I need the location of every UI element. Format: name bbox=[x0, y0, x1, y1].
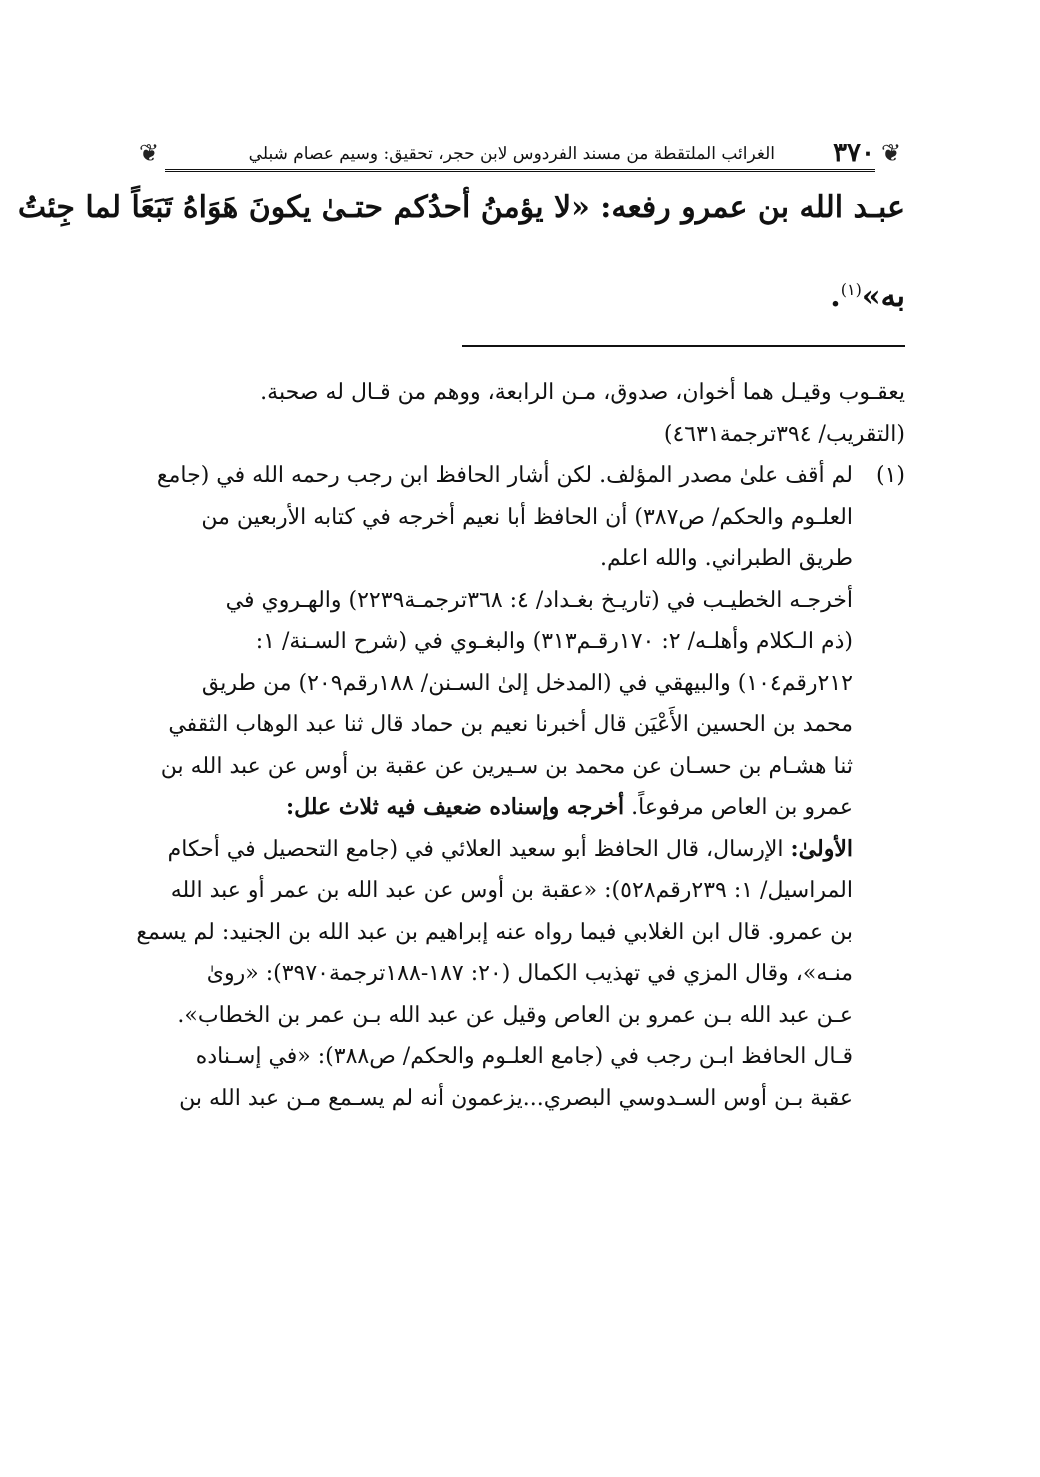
footnote-line bbox=[135, 829, 905, 871]
page-number: ٣٧٠ bbox=[833, 138, 875, 168]
footnote-line: بن عمرو. قال ابن الغلابي فيما رواه عنه إبراهيم بن عبد الله بن الجنيد: لم يسمع bbox=[136, 919, 853, 945]
footnote-text: الإرسال، قال الحافظ أبو سعيد العلائي في (جامع التحصيل في أحكام bbox=[167, 836, 784, 862]
footnote-line: (ذم الـكلام وأهلـه/ ٢: ١٧٠رقـم٣١٣) والبغـوي في (شرح السـنة/ ١: bbox=[255, 629, 853, 654]
book-title: الغرائب الملتقطة من مسند الفردوس لابن حجر، تحقيق: وسيم عصام شبلي bbox=[248, 144, 775, 164]
footnotes bbox=[135, 372, 905, 1119]
footnote-bold-text: أخرجه وإسناده ضعيف فيه ثلاث علل: bbox=[285, 794, 625, 820]
footnote-line bbox=[135, 455, 905, 497]
floral-ornament-icon: ❦ bbox=[880, 139, 902, 167]
footnote-line: المراسيل/ ١: ٢٣٩رقم٥٢٨): «عقبة بن أوس عن عبد الله بن عمر أو عبد الله bbox=[170, 878, 853, 903]
main-line bbox=[830, 270, 905, 317]
footnote-line: محمد بن الحسين الأَعْيَن قال أخبرنا نعيم بن حماد قال ثنا عبد الوهاب الثقفي bbox=[168, 712, 853, 737]
footnote-separator bbox=[462, 345, 905, 347]
footnote-number: (١) bbox=[875, 463, 905, 488]
footnote-line bbox=[135, 787, 905, 829]
footnote-bold-text: الأولىٰ: bbox=[790, 835, 853, 862]
footnote-line: يعقـوب وقيـل هما أخوان، صدوق، مـن الرابعة، ووهم من قـال له صحبة. bbox=[260, 380, 905, 405]
footnote-line: ٢١٢رقم١٠٤) والبيهقي في (المدخل إلىٰ السـنن/ ١٨٨رقم٢٠٩) من طريق bbox=[201, 670, 853, 696]
footnote-line: عـن عبد الله بـن عمرو بن العاص وقيل عن عبد الله بـن عمر بن الخطاب». bbox=[177, 1002, 853, 1028]
footnote-text: عمرو بن العاص مرفوعاً. bbox=[631, 795, 853, 820]
floral-ornament-icon: ❦ bbox=[138, 139, 160, 167]
footnote-line: عقبة بـن أوس السـدوسي البصري...يزعمون أنه لم يسـمع مـن عبد الله بن bbox=[179, 1085, 853, 1111]
footnote-line: ثنا هشـام بن حسـان عن محمد بن سـيرين عن عقبة بن أوس عن عبد الله بن bbox=[160, 753, 853, 779]
footnote-line: منـه»، وقال المزي في تهذيب الكمال (٢٠: ١٨٧-١٨٨ترجمة٣٩٧٠): «روىٰ bbox=[206, 961, 853, 986]
main-line-period: . bbox=[830, 279, 841, 314]
footnote-line: العلـوم والحكم/ ص٣٨٧) أن الحافظ أبا نعيم أخرجه في كتابه الأربعين من bbox=[201, 504, 853, 530]
footnote-line: قـال الحافظ ابـن رجب في (جامع العلـوم والحكم/ ص٣٨٨): «في إسـناده bbox=[195, 1044, 853, 1069]
running-header bbox=[135, 136, 905, 176]
footnote-line: طريق الطبراني. والله اعلم. bbox=[600, 546, 853, 571]
footnote-line: أخرجـه الخطيـب في (تاريـخ بغـداد/ ٤: ٣٦٨ترجمـة٢٢٣٩) والهـروي في bbox=[225, 587, 853, 613]
main-line-text: به» bbox=[861, 279, 905, 314]
main-line: عبـد الله بن عمرو رفعه: «لا يؤمنُ أحدُكم حتـىٰ يكونَ هَوَاهُ تَبَعَاً لما جِئتُ bbox=[17, 190, 905, 225]
footnote-line: (التقريب/ ٣٩٤ترجمة٤٦٣١) bbox=[663, 421, 905, 447]
footnote-text: لم أقف علىٰ مصدر المؤلف. لكن أشار الحافظ ابن رجب رحمه الله في (جامع bbox=[156, 463, 853, 488]
footnote-ref: (١) bbox=[840, 280, 862, 299]
header-rule bbox=[165, 169, 875, 172]
